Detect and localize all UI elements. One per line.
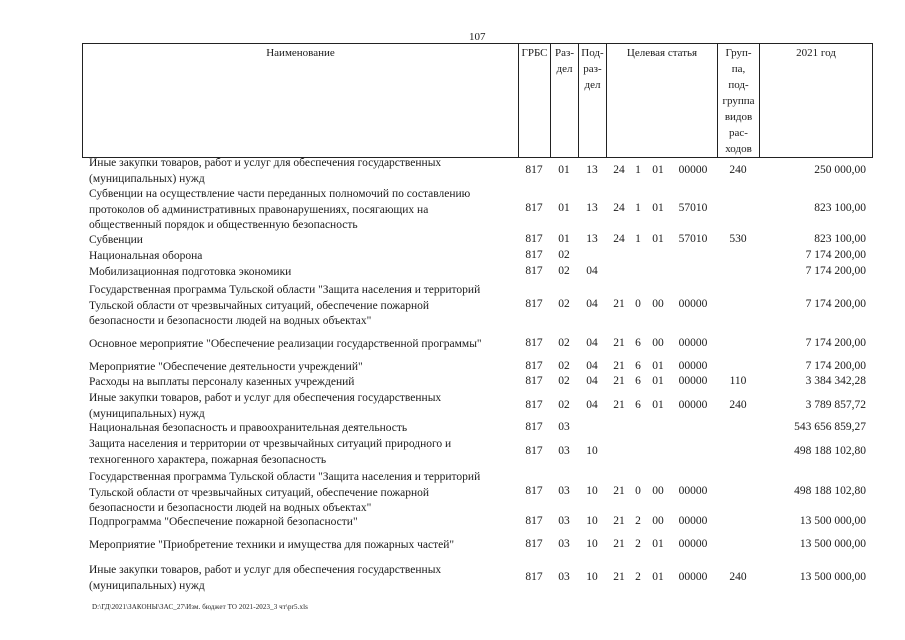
row-pr: 04 (586, 399, 598, 411)
header-podrazdel: Под- раз- дел (578, 44, 606, 157)
row-t1: 21 (613, 399, 625, 411)
row-grbs: 817 (525, 233, 543, 245)
table-row (82, 156, 873, 187)
row-amount: 7 174 200,00 (805, 337, 866, 349)
row-grbs: 817 (525, 164, 543, 176)
row-rz: 02 (558, 265, 570, 277)
row-rz: 01 (558, 233, 570, 245)
row-grbs: 817 (525, 538, 543, 550)
header-razdel: Раз- дел (550, 44, 578, 157)
row-pr: 10 (586, 571, 598, 583)
table-row (82, 538, 873, 554)
table-row (82, 421, 873, 437)
row-grbs: 817 (525, 399, 543, 411)
row-amount: 13 500 000,00 (799, 571, 866, 583)
row-rz: 03 (558, 515, 570, 527)
row-t4: 57010 (678, 233, 708, 245)
row-pr: 04 (586, 298, 598, 310)
table-row (82, 265, 873, 281)
row-amount: 250 000,00 (814, 164, 866, 176)
row-t1: 24 (613, 202, 625, 214)
row-grbs: 817 (525, 375, 543, 387)
row-t1: 24 (613, 164, 625, 176)
row-pr: 10 (586, 485, 598, 497)
row-name: Мероприятие "Обеспечение деятельности учреждений" (89, 361, 363, 373)
row-amount: 823 100,00 (814, 233, 866, 245)
row-amount: 7 174 200,00 (805, 360, 866, 372)
row-pr: 13 (586, 233, 598, 245)
row-t2: 1 (635, 202, 641, 214)
row-t1: 21 (613, 538, 625, 550)
row-grbs: 817 (525, 445, 543, 457)
row-grbs: 817 (525, 360, 543, 372)
row-grbs: 817 (525, 571, 543, 583)
row-grbs: 817 (525, 485, 543, 497)
row-t4: 57010 (678, 202, 708, 214)
row-t4: 00000 (678, 515, 708, 527)
row-t1: 21 (613, 515, 625, 527)
row-t1: 21 (613, 360, 625, 372)
row-name: Мобилизационная подготовка экономики (89, 266, 292, 278)
row-name: Иные закупки товаров, работ и услуг для обеспечения государственных (муниципальных) нужд (89, 157, 442, 185)
row-name: Мероприятие "Приобретение техники и имущества для пожарных частей" (89, 539, 455, 551)
header-grbs: ГРБС (518, 44, 550, 157)
row-vr: 530 (729, 233, 747, 245)
row-t3: 01 (652, 202, 664, 214)
row-amount: 3 789 857,72 (805, 399, 866, 411)
row-vr: 240 (729, 399, 747, 411)
row-rz: 03 (558, 421, 570, 433)
row-name: Национальная безопасность и правоохранительная деятельность (89, 422, 408, 434)
row-rz: 03 (558, 445, 570, 457)
row-t3: 01 (652, 164, 664, 176)
row-grbs: 817 (525, 337, 543, 349)
row-pr: 13 (586, 164, 598, 176)
file-path-footer: D:\ГД\2021\ЗАКОНЫ\ЗАС_27\Изм. бюджет ТО 2021-2023_3 чт\pr5.xls (92, 603, 308, 611)
row-name: Расходы на выплаты персоналу казенных учреждений (89, 376, 355, 388)
table-row (82, 360, 873, 375)
row-t4: 00000 (678, 164, 708, 176)
row-rz: 03 (558, 571, 570, 583)
row-t4: 00000 (678, 399, 708, 411)
row-rz: 02 (558, 298, 570, 310)
row-t3: 00 (652, 485, 664, 497)
row-t3: 01 (652, 360, 664, 372)
header-group: Груп- па, под- группа видов рас- ходов (717, 44, 759, 157)
row-t2: 6 (635, 399, 641, 411)
row-t1: 21 (613, 571, 625, 583)
table-row (82, 437, 873, 468)
row-t3: 01 (652, 375, 664, 387)
row-t2: 1 (635, 164, 641, 176)
row-grbs: 817 (525, 298, 543, 310)
row-t2: 6 (635, 375, 641, 387)
row-t1: 21 (613, 298, 625, 310)
table-row (82, 187, 873, 233)
row-rz: 02 (558, 360, 570, 372)
row-pr: 10 (586, 515, 598, 527)
row-grbs: 817 (525, 421, 543, 433)
row-t1: 21 (613, 337, 625, 349)
table-row (82, 249, 873, 265)
table-row (82, 375, 873, 390)
row-grbs: 817 (525, 249, 543, 261)
table-row (82, 470, 873, 516)
row-name: Государственная программа Тульской области "Защита населения и территорий Тульской области от чрезвычайных ситуаций, обеспечение пожарной безопасности и безопасности людей на водных объектах" (89, 471, 481, 514)
row-amount: 823 100,00 (814, 202, 866, 214)
table-header (82, 43, 873, 158)
row-t3: 01 (652, 399, 664, 411)
table-row (82, 515, 873, 531)
row-rz: 02 (558, 375, 570, 387)
row-name: Государственная программа Тульской области "Защита населения и территорий Тульской области от чрезвычайных ситуаций, обеспечение пожарной безопасности и безопасности людей на водных объектах" (89, 284, 481, 327)
row-t2: 6 (635, 360, 641, 372)
row-name: Защита населения и территории от чрезвычайных ситуаций природного и техногенного характера, пожарная безопасность (89, 438, 452, 466)
row-t4: 00000 (678, 375, 708, 387)
row-t1: 21 (613, 375, 625, 387)
row-t4: 00000 (678, 538, 708, 550)
row-rz: 02 (558, 399, 570, 411)
row-grbs: 817 (525, 515, 543, 527)
row-rz: 01 (558, 202, 570, 214)
row-t3: 01 (652, 233, 664, 245)
table-row (82, 563, 873, 594)
table-row (82, 337, 873, 353)
row-amount: 7 174 200,00 (805, 265, 866, 277)
table-row (82, 233, 873, 249)
row-t3: 00 (652, 337, 664, 349)
row-amount: 13 500 000,00 (799, 515, 866, 527)
row-t3: 00 (652, 298, 664, 310)
row-grbs: 817 (525, 265, 543, 277)
row-amount: 7 174 200,00 (805, 249, 866, 261)
header-name: Наименование (82, 44, 518, 157)
row-t2: 2 (635, 571, 641, 583)
row-t4: 00000 (678, 360, 708, 372)
row-t2: 2 (635, 538, 641, 550)
row-amount: 498 188 102,80 (794, 485, 866, 497)
row-t2: 1 (635, 233, 641, 245)
row-t2: 0 (635, 298, 641, 310)
row-amount: 13 500 000,00 (799, 538, 866, 550)
row-name: Иные закупки товаров, работ и услуг для обеспечения государственных (муниципальных) нужд (89, 564, 442, 592)
row-t3: 01 (652, 538, 664, 550)
row-grbs: 817 (525, 202, 543, 214)
row-name: Основное мероприятие "Обеспечение реализации государственной программы" (89, 338, 482, 350)
row-t4: 00000 (678, 485, 708, 497)
row-pr: 10 (586, 445, 598, 457)
row-t1: 24 (613, 233, 625, 245)
row-name: Субвенции (89, 234, 143, 246)
header-year: 2021 год (759, 44, 873, 157)
row-pr: 04 (586, 360, 598, 372)
row-t2: 6 (635, 337, 641, 349)
row-pr: 13 (586, 202, 598, 214)
table-row (82, 283, 873, 329)
row-rz: 03 (558, 538, 570, 550)
row-t2: 0 (635, 485, 641, 497)
row-name: Подпрограмма "Обеспечение пожарной безопасности" (89, 516, 358, 528)
row-pr: 04 (586, 375, 598, 387)
row-t2: 2 (635, 515, 641, 527)
table-row (82, 391, 873, 422)
row-pr: 10 (586, 538, 598, 550)
row-vr: 240 (729, 164, 747, 176)
row-pr: 04 (586, 265, 598, 277)
row-pr: 04 (586, 337, 598, 349)
row-rz: 02 (558, 337, 570, 349)
row-vr: 240 (729, 571, 747, 583)
row-rz: 03 (558, 485, 570, 497)
row-t4: 00000 (678, 298, 708, 310)
row-amount: 3 384 342,28 (805, 375, 866, 387)
row-rz: 01 (558, 164, 570, 176)
row-rz: 02 (558, 249, 570, 261)
row-t3: 01 (652, 571, 664, 583)
row-amount: 543 656 859,27 (794, 421, 866, 433)
page-number: 107 (469, 31, 486, 43)
header-target: Целевая статья (606, 44, 717, 157)
row-amount: 498 188 102,80 (794, 445, 866, 457)
row-t4: 00000 (678, 571, 708, 583)
row-name: Субвенции на осуществление части переданных полномочий по составлению протоколов об административных правонарушениях, посягающих на общественный порядок и общественную безопасность (89, 188, 471, 231)
row-t1: 21 (613, 485, 625, 497)
row-t3: 00 (652, 515, 664, 527)
row-t4: 00000 (678, 337, 708, 349)
row-amount: 7 174 200,00 (805, 298, 866, 310)
row-name: Национальная оборона (89, 250, 203, 262)
row-vr: 110 (729, 375, 747, 387)
row-name: Иные закупки товаров, работ и услуг для обеспечения государственных (муниципальных) нужд (89, 392, 442, 420)
